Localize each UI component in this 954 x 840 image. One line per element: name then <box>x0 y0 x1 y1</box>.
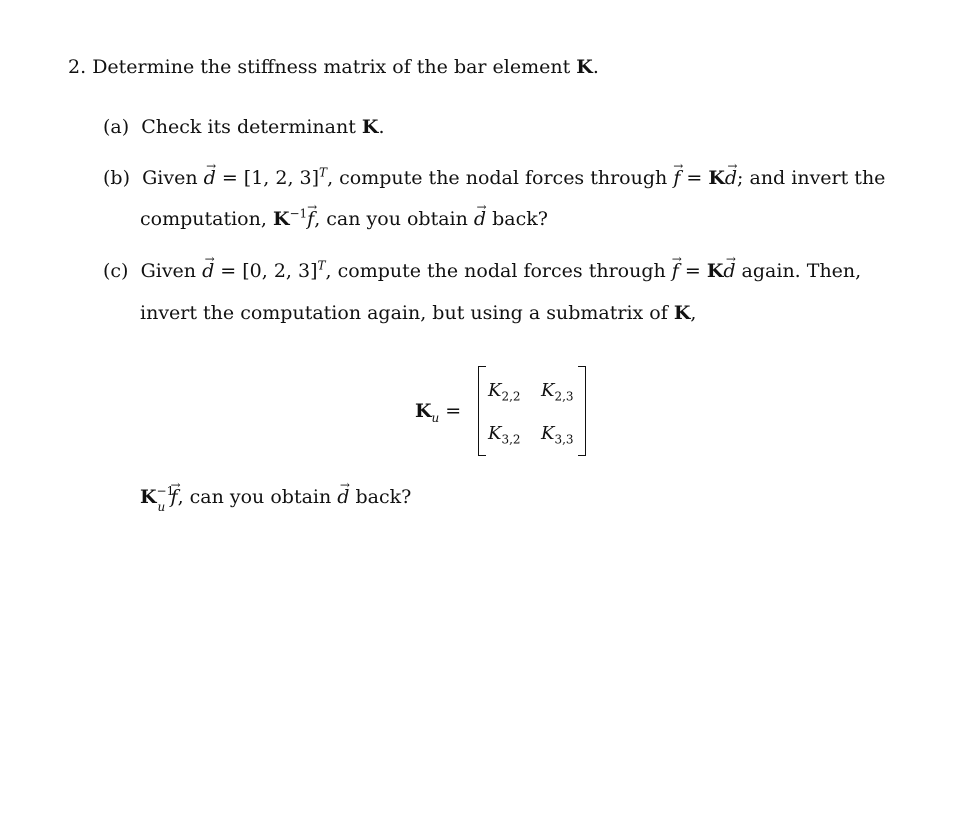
matrix-cell-k23 <box>541 380 574 404</box>
period: . <box>378 116 385 138</box>
part-b-line1 <box>103 166 885 190</box>
matrix-cell-k22 <box>488 380 521 404</box>
part-b-given: Given <box>142 167 198 189</box>
part-c-label: (c) <box>103 260 129 282</box>
part-b-d-value: = [1, 2, 3] <box>215 167 320 189</box>
cell-base: K <box>541 423 555 444</box>
transpose-symbol: T <box>317 258 326 273</box>
inverse-exponent: −1 <box>289 206 308 221</box>
part-b-label: (b) <box>103 167 130 189</box>
part-c-d-value: = [0, 2, 3] <box>214 260 318 282</box>
matrix-symbol: K <box>576 56 593 78</box>
part-c-given: Given <box>140 260 197 282</box>
vector-d: d → <box>204 166 216 190</box>
matrix-symbol: K <box>272 208 290 230</box>
matrix-symbol: K <box>706 260 724 282</box>
vector-d: d → <box>202 259 214 283</box>
vector-d: d → <box>474 207 486 231</box>
problem-statement <box>68 55 599 79</box>
part-b-mid: , compute the nodal forces through <box>327 167 668 189</box>
vector-d: d → <box>337 485 349 509</box>
equals: = <box>680 167 709 189</box>
part-c-line1 <box>103 259 861 283</box>
vector-d: d → <box>723 259 735 283</box>
part-b-tail: ; and invert the <box>737 167 886 189</box>
cell-base: K <box>488 380 502 401</box>
part-a-text: Check its determinant <box>141 116 356 138</box>
problem-intro: Determine the stiffness matrix of the bar element <box>92 56 571 78</box>
part-c-mid: , compute the nodal forces through <box>325 260 666 282</box>
cell-index: 2,2 <box>501 389 521 404</box>
part-c-tail: again. Then, <box>735 260 862 282</box>
vector-f: f → <box>307 207 314 231</box>
vector-f: f → <box>673 166 680 190</box>
submatrix-ku <box>478 366 586 456</box>
period: . <box>592 56 599 78</box>
part-b-line2-start: computation, <box>140 208 267 230</box>
matrix-cell-k33 <box>541 423 574 447</box>
part-c-final-end: back? <box>349 486 412 508</box>
part-b-line2-end: back? <box>486 208 548 230</box>
vector-d: d → <box>725 166 737 190</box>
equals: = <box>678 260 707 282</box>
cell-index: 3,2 <box>501 432 521 447</box>
matrix-cell-k32 <box>488 423 521 447</box>
matrix-symbol: K <box>140 486 157 508</box>
matrix-symbol: K <box>415 400 432 422</box>
matrix-symbol: K <box>708 167 725 189</box>
submatrix-subscript: u <box>431 410 440 425</box>
part-c-final <box>140 484 412 514</box>
cell-index: 2,3 <box>554 389 574 404</box>
inverse-sub-sup: −1 u <box>156 484 175 514</box>
comma: , <box>690 302 697 324</box>
right-bracket <box>578 366 586 456</box>
vector-f: f → <box>171 485 178 509</box>
vector-f: f → <box>672 259 679 283</box>
part-c-final-mid: , can you obtain <box>177 486 332 508</box>
part-a-label: (a) <box>103 116 130 138</box>
equals: = <box>439 400 462 422</box>
matrix-symbol: K <box>673 302 691 324</box>
cell-index: 3,3 <box>554 432 574 447</box>
submatrix-lhs <box>415 399 461 423</box>
cell-base: K <box>488 423 502 444</box>
part-b-line2-mid: , can you obtain <box>314 208 468 230</box>
cell-base: K <box>541 380 555 401</box>
transpose-symbol: T <box>319 165 328 180</box>
problem-number: 2. <box>68 56 87 78</box>
part-b-line2 <box>140 207 548 231</box>
part-c-line2 <box>140 301 696 325</box>
left-bracket <box>478 366 486 456</box>
part-a <box>103 115 384 139</box>
matrix-symbol: K <box>361 116 379 138</box>
part-c-line2-text: invert the computation again, but using a submatrix of <box>140 302 668 324</box>
